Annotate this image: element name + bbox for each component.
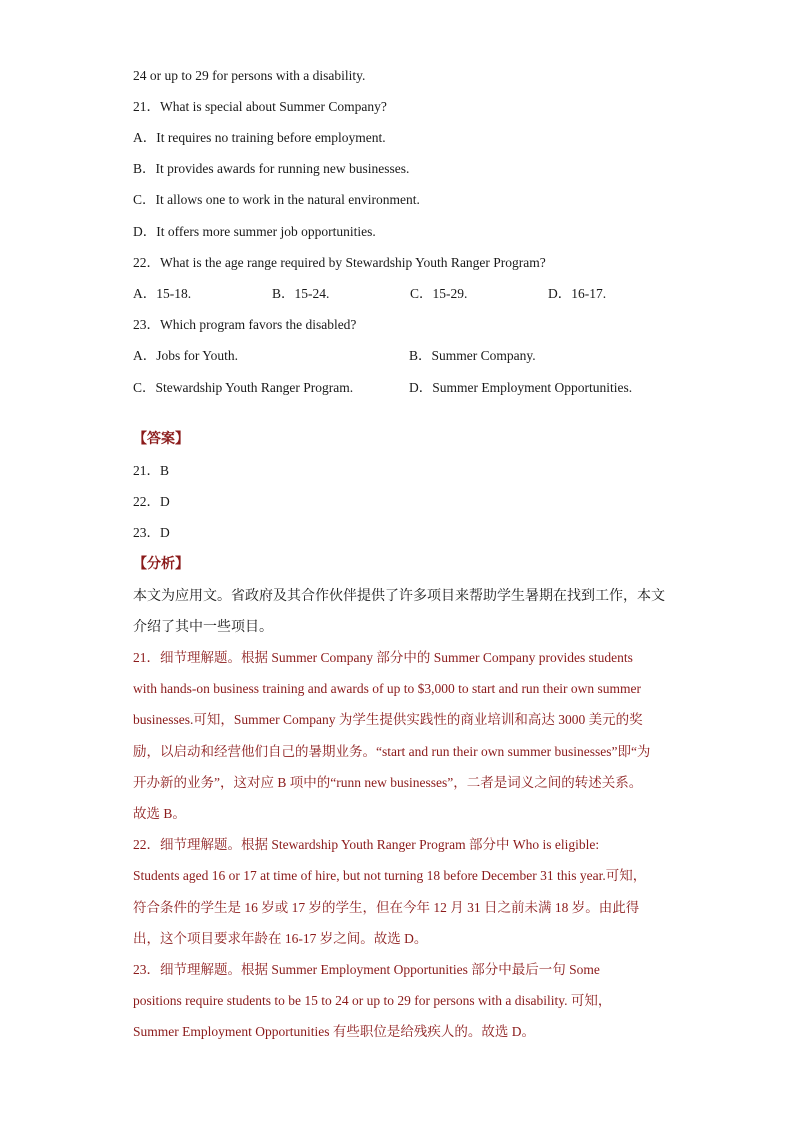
explain-21-line3: businesses.可知，Summer Company 为学生提供实践性的商业培训和高达 3000 美元的奖 — [133, 712, 643, 727]
explain-21-line2: with hands-on business training and awards of up to $3,000 to start and run their own summer — [133, 681, 642, 696]
q23-option-d: D．Summer Employment Opportunities. — [409, 380, 633, 395]
intro-tail: 24 or up to 29 for persons with a disability. — [133, 68, 366, 83]
q21-option-a: A．It requires no training before employment. — [133, 130, 386, 145]
q22-stem: 22．What is the age range required by Stewardship Youth Ranger Program? — [133, 255, 546, 270]
q22-option-a: A．15-18. — [133, 286, 192, 301]
q21-stem: 21．What is special about Summer Company? — [133, 99, 387, 114]
q23-option-a: A．Jobs for Youth. — [133, 348, 239, 363]
q23-option-c: C．Stewardship Youth Ranger Program. — [133, 380, 354, 395]
explain-21-line4: 励，以启动和经营他们自己的暑期业务。“start and run their own summer businesses”即“为 — [133, 744, 651, 759]
answer-23: 23．D — [133, 525, 170, 540]
q23-stem: 23．Which program favors the disabled? — [133, 317, 357, 332]
q21-option-d: D．It offers more summer job opportunities. — [133, 224, 376, 239]
explain-23-line3: Summer Employment Opportunities 有些职位是给残疾人的。故选 D。 — [133, 1024, 535, 1039]
q22-option-b: B．15-24. — [272, 286, 330, 301]
answer-22: 22．D — [133, 494, 170, 509]
explain-23-line1: 23．细节理解题。根据 Summer Employment Opportunities 部分中最后一句 Some — [133, 962, 600, 977]
explain-22-line2: Students aged 16 or 17 at time of hire, but not turning 18 before December 31 this year.可知， — [133, 868, 647, 883]
explain-22-line4: 出，这个项目要求年龄在 16-17 岁之间。故选 D。 — [133, 931, 428, 946]
explain-22-line3: 符合条件的学生是 16 岁或 17 岁的学生，但在今年 12 月 31 日之前未满 18 岁。由此得 — [133, 900, 640, 915]
analysis-summary-line2: 介绍了其中一些项目。 — [133, 619, 273, 635]
explain-23-line2: positions require students to be 15 to 24 or up to 29 for persons with a disability. 可知， — [133, 993, 612, 1008]
explain-21-line5: 开办新的业务”，这对应 B 项中的“runn new businesses”，二者是词义之间的转述关系。 — [133, 775, 643, 790]
q21-option-c: C．It allows one to work in the natural environment. — [133, 192, 420, 207]
explain-21-line6: 故选 B。 — [133, 806, 186, 821]
explain-22-line1: 22．细节理解题。根据 Stewardship Youth Ranger Program 部分中 Who is eligible: — [133, 837, 600, 852]
answer-21: 21．B — [133, 463, 170, 478]
q22-option-d: D．16-17. — [548, 286, 607, 301]
q22-option-c: C．15-29. — [410, 286, 468, 301]
explain-21-line1: 21．细节理解题。根据 Summer Company 部分中的 Summer Company provides students — [133, 650, 633, 665]
analysis-summary-line1: 本文为应用文。省政府及其合作伙伴提供了许多项目来帮助学生暑期在找到工作，本文 — [133, 588, 665, 604]
q23-option-b: B．Summer Company. — [409, 348, 536, 363]
q21-option-b: B．It provides awards for running new businesses. — [133, 161, 410, 176]
answer-heading: 【答案】 — [133, 431, 189, 447]
analysis-heading: 【分析】 — [133, 556, 189, 572]
